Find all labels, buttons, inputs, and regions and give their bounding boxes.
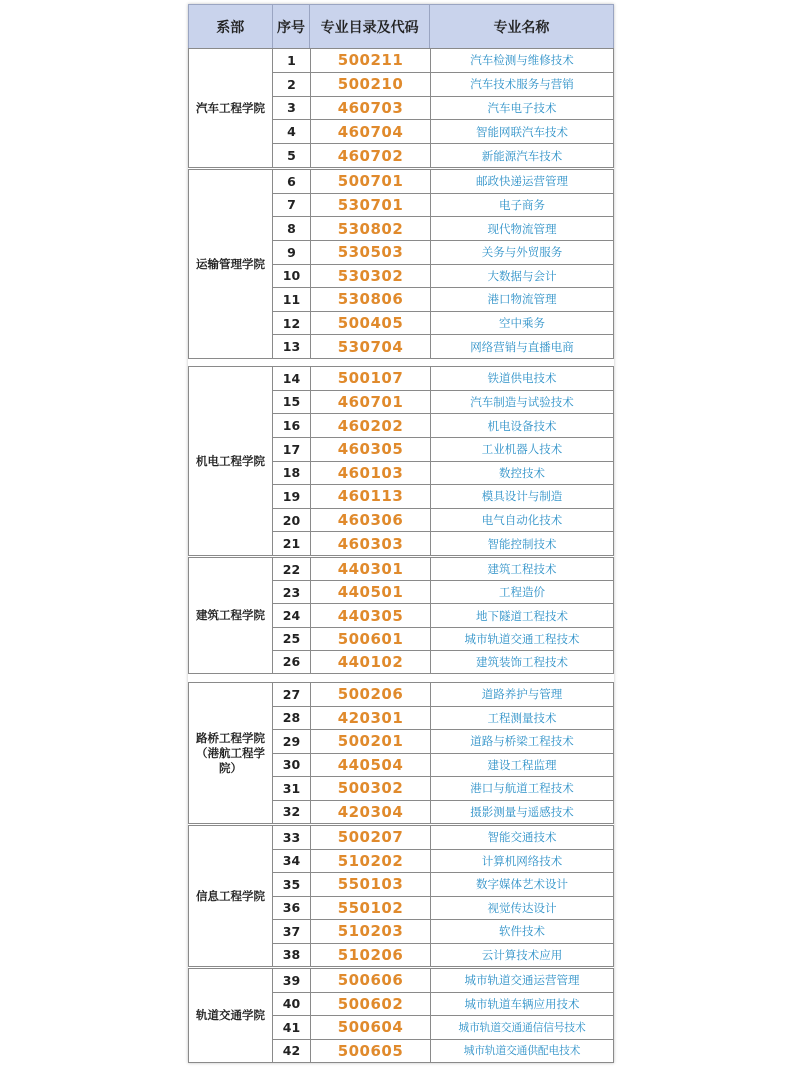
major-name: 智能控制技术 (487, 536, 557, 551)
seq-number: 28 (273, 707, 311, 730)
major-code: 460202 (311, 414, 431, 437)
seq-number: 30 (273, 754, 311, 777)
table-row (273, 826, 613, 850)
major-code: 500604 (311, 1016, 431, 1039)
table-row (273, 897, 613, 921)
major-name: 建筑装饰工程技术 (476, 654, 568, 669)
dept-group (188, 682, 614, 824)
seq-number: 27 (273, 683, 311, 706)
header-seq: 序号 (273, 5, 311, 48)
major-name: 空中乘务 (499, 316, 545, 331)
table-row (273, 194, 613, 218)
dept-name: 路桥工程学院 （港航工程学 院） (189, 683, 273, 823)
table-row (273, 438, 613, 462)
table-row (273, 144, 613, 167)
header-dept: 系部 (189, 5, 273, 48)
header-name: 专业名称 (493, 19, 550, 36)
table-row (273, 49, 613, 73)
dept-name: 信息工程学院 (189, 826, 273, 966)
major-name: 建筑工程技术 (487, 562, 557, 577)
dept-group (188, 366, 614, 556)
major-name: 模具设计与制造 (481, 489, 563, 504)
table-row (273, 532, 613, 555)
major-code: 440301 (311, 558, 431, 580)
table-row (273, 730, 613, 754)
major-code: 440501 (311, 581, 431, 603)
major-code: 440504 (311, 754, 431, 777)
major-code: 460704 (311, 120, 431, 143)
dept-group (188, 557, 614, 674)
major-name: 数字媒体艺术设计 (476, 877, 568, 892)
major-name: 工业机器人技术 (481, 442, 563, 457)
table-row (273, 217, 613, 241)
major-name: 新能源汽车技术 (481, 148, 563, 163)
major-code: 530503 (311, 241, 431, 264)
dept-group (188, 968, 614, 1063)
table-row (273, 335, 613, 358)
seq-number: 2 (273, 73, 311, 96)
table-row (273, 993, 613, 1017)
seq-number: 8 (273, 217, 311, 240)
major-name: 电子商务 (499, 197, 545, 212)
table-row (273, 462, 613, 486)
table-row (273, 73, 613, 97)
major-code: 500210 (311, 73, 431, 96)
table-row (273, 604, 613, 627)
major-code: 460103 (311, 462, 431, 485)
table-row (273, 683, 613, 707)
major-code: 530701 (311, 194, 431, 217)
major-name: 软件技术 (499, 924, 545, 939)
table-row (273, 707, 613, 731)
seq-number: 34 (273, 850, 311, 873)
dept-name: 汽车工程学院 (189, 49, 273, 167)
dept-group (188, 825, 614, 967)
major-name: 道路与桥梁工程技术 (470, 734, 574, 749)
table-row (273, 241, 613, 265)
major-name: 视觉传达设计 (487, 900, 557, 915)
major-name: 数控技术 (499, 465, 545, 480)
table-row (273, 97, 613, 121)
major-name: 工程造价 (499, 585, 545, 600)
major-code: 530704 (311, 335, 431, 358)
table-row (273, 265, 613, 289)
major-name: 摄影测量与遥感技术 (470, 804, 574, 819)
major-code: 500302 (311, 777, 431, 800)
table-row (273, 558, 613, 581)
seq-number: 15 (273, 391, 311, 414)
major-code: 440305 (311, 604, 431, 626)
seq-number: 38 (273, 944, 311, 967)
major-code: 460303 (311, 532, 431, 555)
table-row (273, 120, 613, 144)
major-code: 500602 (311, 993, 431, 1016)
header-code: 专业目录及代码 (310, 5, 429, 48)
major-code: 460702 (311, 144, 431, 167)
seq-number: 40 (273, 993, 311, 1016)
major-name: 电气自动化技术 (481, 513, 563, 528)
major-name: 智能交通技术 (487, 830, 557, 845)
major-name: 城市轨道交通通信信号技术 (458, 1020, 586, 1034)
seq-number: 41 (273, 1016, 311, 1039)
dept-name: 运输管理学院 (189, 170, 273, 358)
seq-number: 3 (273, 97, 311, 120)
major-name: 智能网联汽车技术 (476, 124, 568, 139)
major-name: 港口物流管理 (487, 292, 557, 307)
major-code: 530302 (311, 265, 431, 288)
table-row (273, 628, 613, 651)
seq-number: 17 (273, 438, 311, 461)
dept-name: 轨道交通学院 (189, 969, 273, 1062)
seq-number: 13 (273, 335, 311, 358)
table-row (273, 1016, 613, 1040)
major-name: 关务与外贸服务 (481, 245, 563, 260)
table-row (273, 944, 613, 967)
major-code: 500601 (311, 628, 431, 650)
seq-number: 4 (273, 120, 311, 143)
table-row (273, 288, 613, 312)
major-name: 城市轨道交通供配电技术 (463, 1044, 581, 1058)
major-name: 城市轨道交通工程技术 (464, 631, 580, 646)
seq-number: 29 (273, 730, 311, 753)
dept-name: 机电工程学院 (189, 367, 273, 555)
major-code: 500211 (311, 49, 431, 72)
major-code: 530802 (311, 217, 431, 240)
major-code: 440102 (311, 651, 431, 673)
major-name: 工程测量技术 (487, 710, 557, 725)
major-name: 机电设备技术 (487, 418, 557, 433)
major-name: 计算机网络技术 (481, 853, 563, 868)
table-row (273, 801, 613, 824)
major-name: 港口与航道工程技术 (470, 781, 574, 796)
seq-number: 24 (273, 604, 311, 626)
major-code: 460113 (311, 485, 431, 508)
seq-number: 16 (273, 414, 311, 437)
table-row (273, 873, 613, 897)
major-code: 500605 (311, 1040, 431, 1063)
seq-number: 18 (273, 462, 311, 485)
major-code: 500207 (311, 826, 431, 849)
major-name: 城市轨道交通运营管理 (464, 973, 580, 988)
seq-number: 20 (273, 509, 311, 532)
seq-number: 37 (273, 920, 311, 943)
table-row (273, 485, 613, 509)
table-header (188, 4, 614, 49)
major-code: 500206 (311, 683, 431, 706)
seq-number: 21 (273, 532, 311, 555)
seq-number: 25 (273, 628, 311, 650)
table-row (273, 367, 613, 391)
seq-number: 14 (273, 367, 311, 390)
table-row (273, 1040, 613, 1063)
major-code: 500405 (311, 312, 431, 335)
table-row (273, 920, 613, 944)
table-row (273, 509, 613, 533)
major-code: 420301 (311, 707, 431, 730)
major-code: 550102 (311, 897, 431, 920)
major-name: 云计算技术应用 (481, 947, 563, 962)
table-row (273, 754, 613, 778)
major-code: 550103 (311, 873, 431, 896)
seq-number: 39 (273, 969, 311, 992)
table-row (273, 777, 613, 801)
major-name: 汽车电子技术 (487, 100, 557, 115)
seq-number: 23 (273, 581, 311, 603)
major-name: 地下隧道工程技术 (476, 608, 568, 623)
seq-number: 9 (273, 241, 311, 264)
table-row (273, 651, 613, 673)
seq-number: 10 (273, 265, 311, 288)
dept-name: 建筑工程学院 (189, 558, 273, 673)
table-row (273, 581, 613, 604)
major-name: 铁道供电技术 (487, 371, 557, 386)
seq-number: 1 (273, 49, 311, 72)
major-code: 510206 (311, 944, 431, 967)
seq-number: 35 (273, 873, 311, 896)
seq-number: 6 (273, 170, 311, 193)
major-code: 510203 (311, 920, 431, 943)
major-name: 现代物流管理 (487, 221, 557, 236)
dept-group (188, 169, 614, 359)
table-row (273, 414, 613, 438)
seq-number: 32 (273, 801, 311, 824)
seq-number: 31 (273, 777, 311, 800)
major-code: 460306 (311, 509, 431, 532)
seq-number: 33 (273, 826, 311, 849)
major-name: 城市轨道车辆应用技术 (464, 996, 580, 1011)
table-row (273, 969, 613, 993)
major-name: 邮政快递运营管理 (476, 174, 568, 189)
seq-number: 11 (273, 288, 311, 311)
seq-number: 19 (273, 485, 311, 508)
seq-number: 36 (273, 897, 311, 920)
major-name: 建设工程监理 (487, 757, 557, 772)
major-code: 530806 (311, 288, 431, 311)
seq-number: 12 (273, 312, 311, 335)
major-name: 网络营销与直播电商 (470, 339, 574, 354)
major-code: 460701 (311, 391, 431, 414)
major-name: 汽车技术服务与营销 (470, 77, 574, 92)
seq-number: 22 (273, 558, 311, 580)
major-name: 大数据与会计 (487, 268, 557, 283)
seq-number: 7 (273, 194, 311, 217)
major-code: 500201 (311, 730, 431, 753)
table-row (273, 312, 613, 336)
table-row (273, 170, 613, 194)
dept-group (188, 48, 614, 168)
major-name: 汽车检测与维修技术 (470, 53, 574, 68)
table-row (273, 850, 613, 874)
major-code: 500107 (311, 367, 431, 390)
major-code: 460305 (311, 438, 431, 461)
major-code: 500701 (311, 170, 431, 193)
major-name: 道路养护与管理 (481, 687, 563, 702)
major-code: 510202 (311, 850, 431, 873)
major-name: 汽车制造与试验技术 (470, 394, 574, 409)
table-row (273, 391, 613, 415)
major-code: 500606 (311, 969, 431, 992)
seq-number: 42 (273, 1040, 311, 1063)
seq-number: 26 (273, 651, 311, 673)
seq-number: 5 (273, 144, 311, 167)
major-code: 460703 (311, 97, 431, 120)
major-code: 420304 (311, 801, 431, 824)
